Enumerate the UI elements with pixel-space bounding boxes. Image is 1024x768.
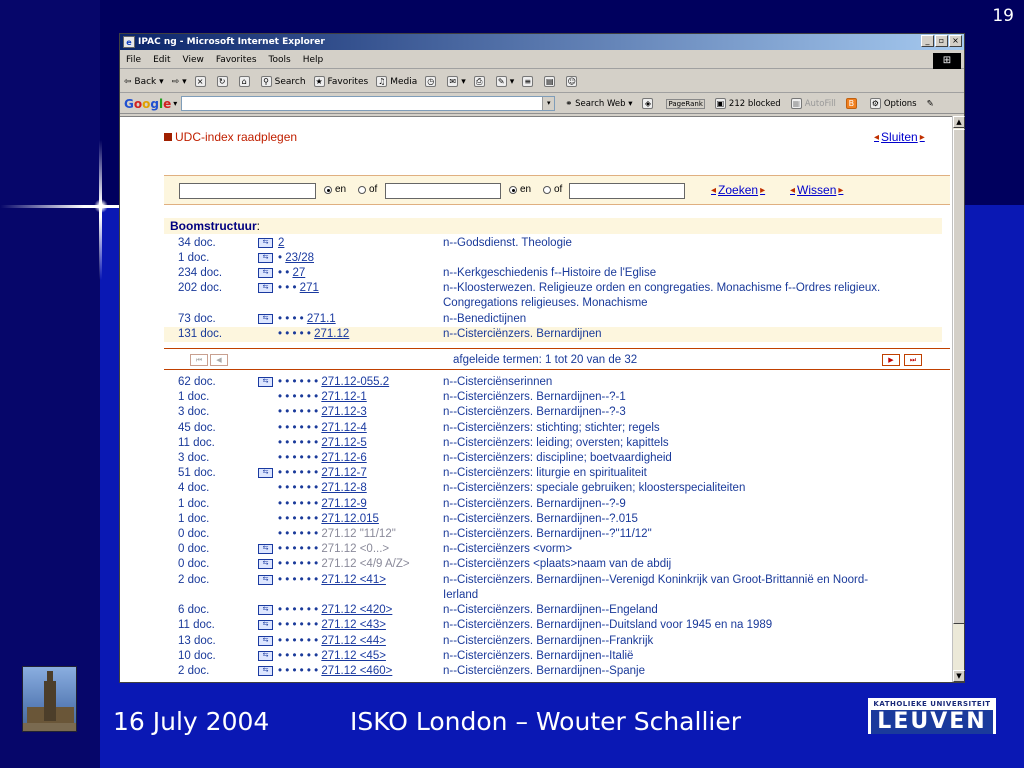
udc-code [278, 406, 367, 418]
doc-count: 234 doc. [178, 267, 223, 279]
udc-code-link[interactable]: 271.1 [306, 313, 336, 325]
udc-description: n--Cisterciënzers: discipline; boetvaardigheid [443, 452, 672, 464]
udc-description: n--Cisterciënzers. Bernardijnen--Duitsland voor 1945 en na 1989 [443, 619, 773, 632]
tree-row [164, 327, 942, 342]
derived-term-row [164, 603, 942, 618]
expand-icon[interactable]: ⇆ [258, 605, 273, 615]
doc-count: 0 doc. [178, 528, 210, 540]
udc-description: n--Cisterciënzers. Bernardijnen--?-1 [443, 391, 626, 404]
udc-description: n--Cisterciënzers. Bernardijnen--?"11/12" [443, 528, 652, 540]
blogger-button[interactable] [846, 98, 860, 109]
indent-dots: • • • • • • [278, 467, 319, 480]
button-edge-left-icon: ◂ [790, 184, 796, 196]
derived-term-row [164, 573, 942, 601]
doc-count: 0 doc. [178, 543, 210, 556]
page-content [120, 116, 952, 682]
indent-dots: • • • • [278, 313, 304, 325]
scroll-down-icon[interactable]: ▼ [953, 670, 965, 682]
doc-count: 1 doc. [178, 391, 210, 404]
indent-dots: • • • • • • [278, 452, 319, 464]
expand-icon[interactable]: ⇆ [258, 377, 273, 387]
udc-code-link[interactable]: 271.12-4 [321, 421, 367, 434]
indent-dots: • • • • • • [278, 604, 319, 617]
indent-dots: • [278, 252, 283, 264]
udc-code [278, 452, 367, 464]
search-term-input-2[interactable] [385, 183, 501, 199]
expand-icon[interactable]: ⇆ [258, 559, 273, 569]
udc-description: n--Cisterciënserinnen [443, 376, 553, 388]
pager [164, 348, 950, 370]
discuss-button[interactable] [522, 76, 536, 87]
doc-count: 62 doc. [178, 376, 216, 388]
print-button[interactable] [474, 76, 488, 87]
udc-code [278, 313, 336, 325]
radio-and-label: en [335, 184, 347, 195]
expand-icon[interactable]: ⇆ [258, 283, 273, 293]
history-icon: ◷ [425, 76, 436, 87]
expand-icon[interactable]: ⇆ [258, 651, 273, 661]
autofill-label: AutoFill [804, 98, 836, 109]
doc-count: 45 doc. [178, 421, 216, 434]
derived-term-row [164, 421, 942, 436]
forward-arrow-icon: ⇨ [171, 76, 180, 87]
news-button[interactable] [642, 98, 656, 109]
title-bar [120, 34, 964, 50]
udc-code [278, 619, 386, 631]
udc-code [278, 376, 389, 388]
menu-bar [120, 51, 964, 69]
indent-dots: • • • • • • [278, 664, 319, 677]
udc-code-link: 271.12 "11/12" [321, 528, 396, 540]
udc-description: n--Cisterciënzers. Bernardijnen--Frankrijk [443, 634, 654, 647]
udc-description-continued: Congregations religieuses. Monachisme [443, 297, 648, 309]
slide-number: 19 [992, 6, 1014, 26]
doc-count: 2 doc. [178, 664, 210, 677]
udc-description: n--Cisterciënzers: liturgie en spiritualiteit [443, 467, 647, 480]
udc-description: n--Cisterciënzers. Bernardijnen--Italië [443, 649, 634, 662]
udc-code [278, 635, 386, 647]
udc-description: n--Cisterciënzers. Bernardijnen--?-9 [443, 497, 626, 510]
messenger-button[interactable] [566, 76, 580, 87]
udc-code-link[interactable]: 271.12.015 [321, 512, 379, 525]
doc-count: 51 doc. [178, 467, 216, 480]
doc-count: 73 doc. [178, 313, 216, 325]
udc-code-link[interactable]: 271.12 <43> [321, 619, 386, 632]
radio-dot-icon [543, 186, 551, 194]
expand-icon[interactable]: ⇆ [258, 238, 273, 248]
udc-code [278, 237, 284, 249]
footer-title: ISKO London – Wouter Schallier [350, 707, 742, 736]
radio-dot-icon [358, 186, 366, 194]
derived-term-row [164, 497, 942, 512]
udc-code-link[interactable]: 271.12-5 [321, 436, 367, 449]
derived-term-row [164, 634, 942, 649]
indent-dots: • • • • • • [278, 558, 319, 571]
radio-dot-icon [509, 186, 517, 194]
search-form [164, 175, 950, 205]
udc-code-link[interactable]: 271.12-8 [321, 482, 367, 495]
button-edge-right-icon: ▸ [919, 131, 925, 143]
udc-description: n--Cisterciënzers. Bernardijnen--Verenigd Koninkrijk van Groot-Brittannië en Noord- [443, 573, 869, 586]
autofill-icon: ▦ [792, 99, 800, 108]
udc-description: n--Cisterciënzers <vorm> [443, 543, 573, 556]
stop-icon: × [195, 76, 206, 87]
udc-code [278, 467, 367, 479]
search-term-input-1[interactable] [179, 183, 316, 199]
radio-and-2[interactable] [509, 184, 531, 195]
vertical-scrollbar[interactable] [952, 116, 964, 682]
doc-count: 2 doc. [178, 573, 210, 586]
indent-dots: • • • • • • [278, 482, 319, 495]
previous-page-button[interactable]: ◀ [210, 354, 228, 366]
print-icon: ⎙ [474, 76, 485, 87]
indent-dots: • • • • • • [278, 421, 319, 434]
expand-icon[interactable]: ⇆ [258, 314, 273, 324]
udc-code [278, 422, 367, 434]
page-title-text: UDC-index raadplegen [175, 130, 298, 144]
expand-icon[interactable]: ⇆ [258, 620, 273, 630]
udc-code-link[interactable]: 271.12 <420> [321, 604, 393, 617]
indent-dots: • • • • • [278, 328, 311, 340]
search-web-button[interactable]: ⚭ Search Web ▾ [565, 98, 633, 109]
slide-footer [0, 660, 1024, 768]
search-submit-label: Zoeken [718, 183, 759, 197]
messenger-icon: ☺ [567, 77, 576, 86]
options-label: Options [883, 98, 917, 109]
pencil-icon: ✎ [926, 98, 934, 109]
search-label: Search [274, 76, 306, 87]
udc-code-link[interactable]: 271.12 <460> [321, 664, 393, 677]
menu-view[interactable]: View [182, 54, 204, 65]
udc-description: n--Cisterciënzers. Bernardijnen--?-3 [443, 406, 626, 419]
radio-or-2[interactable] [543, 184, 562, 195]
udc-code [278, 328, 349, 340]
minimize-button[interactable]: _ [921, 35, 934, 47]
back-label: Back [134, 76, 157, 87]
search-submit-button[interactable] [709, 183, 767, 197]
star-flare-center [94, 199, 108, 213]
logo-main-text: LEUVEN [871, 710, 993, 734]
derived-term-row [164, 405, 942, 420]
autofill-button[interactable] [791, 98, 836, 109]
favorites-button[interactable] [314, 76, 369, 87]
udc-description-continued: Ierland [443, 588, 479, 601]
udc-code-link[interactable]: 271.12 <41> [321, 573, 386, 586]
button-edge-right-icon: ▸ [838, 184, 844, 196]
doc-count: 3 doc. [178, 452, 210, 464]
edit-button[interactable]: ✎ ▾ [496, 76, 515, 87]
udc-code [278, 252, 314, 264]
radio-or-1[interactable] [358, 184, 377, 195]
blogger-icon: B [846, 98, 857, 109]
udc-description: n--Cisterciënzers: leiding; oversten; kapittels [443, 436, 669, 449]
doc-count: 131 doc. [178, 328, 223, 340]
building-tower [44, 681, 56, 721]
first-page-button[interactable]: ⏮ [190, 354, 208, 366]
home-icon: ⌂ [239, 76, 250, 87]
udc-code-link[interactable]: 271.12 <45> [321, 649, 386, 662]
home-button[interactable] [239, 76, 253, 87]
media-button[interactable] [376, 76, 417, 87]
derived-term-row [164, 557, 942, 572]
news-icon: ◈ [642, 98, 653, 109]
doc-count: 3 doc. [178, 406, 210, 419]
tree-heading-colon: : [256, 219, 261, 233]
doc-count: 6 doc. [178, 604, 210, 617]
university-building-image [22, 666, 77, 732]
indent-dots: • • • • • • [278, 649, 319, 662]
derived-term-row [164, 527, 942, 542]
expand-icon[interactable]: ⇆ [258, 636, 273, 646]
page-title [164, 130, 297, 144]
udc-description: n--Cisterciënzers <plaats>naam van de abdij [443, 558, 672, 571]
udc-description: n--Cisterciënzers. Bernardijnen [443, 328, 602, 340]
indent-dots: • • • • • • [278, 406, 319, 419]
window-title: IPAC ng - Microsoft Internet Explorer [138, 37, 325, 47]
scroll-thumb[interactable] [953, 129, 965, 624]
indent-dots: • • [278, 267, 290, 279]
udc-code [278, 267, 305, 279]
udc-code-link[interactable]: 23/28 [285, 252, 315, 264]
indent-dots: • • • • • • [278, 497, 319, 510]
doc-count: 10 doc. [178, 649, 216, 662]
discuss-icon: ≡ [522, 76, 533, 87]
google-search-input[interactable] [181, 96, 555, 111]
tree-row [164, 251, 942, 266]
tree-row [164, 266, 942, 281]
close-label: Sluiten [881, 130, 918, 144]
radio-or-label: of [369, 184, 378, 195]
indent-dots: • • • • • • [278, 512, 319, 525]
udc-code [278, 391, 367, 403]
menu-help[interactable]: Help [302, 54, 324, 65]
mail-button[interactable]: ✉ ▾ [447, 76, 466, 87]
udc-description: n--Cisterciënzers: speciale gebruiken; kloosterspecialiteiten [443, 482, 746, 495]
indent-dots: • • • • • • [278, 543, 319, 556]
derived-term-row [164, 466, 942, 481]
menu-edit[interactable]: Edit [153, 54, 171, 65]
udc-code-link[interactable]: 271 [299, 282, 319, 294]
pager-text: afgeleide termen: 1 tot 20 van de 32 [453, 354, 638, 366]
indent-dots: • • • • • • [278, 436, 319, 449]
udc-code [278, 513, 379, 525]
indent-dots: • • • [278, 282, 297, 294]
udc-code-link[interactable]: 271.12-3 [321, 406, 367, 419]
highlight-button[interactable] [927, 99, 934, 109]
expand-icon[interactable]: ⇆ [258, 253, 273, 263]
slide-background-left [0, 0, 100, 768]
close-button[interactable] [872, 130, 927, 144]
next-page-button[interactable]: ▶ [882, 354, 900, 366]
back-button[interactable]: ⇦ Back ▾ [124, 76, 164, 87]
radio-or-label: of [554, 184, 563, 195]
doc-count: 202 doc. [178, 282, 223, 294]
udc-code-link[interactable]: 271.12-7 [321, 467, 367, 480]
favorites-icon: ★ [315, 77, 323, 86]
doc-count: 4 doc. [178, 482, 210, 495]
udc-code [278, 558, 410, 570]
indent-dots: • • • • • • [278, 619, 319, 632]
tree-heading-text: Boomstructuur [170, 219, 257, 233]
derived-term-row [164, 542, 942, 557]
research-icon: ▤ [546, 77, 554, 86]
udc-code-link[interactable]: 271.12-9 [321, 497, 367, 510]
radio-and-1[interactable] [324, 184, 346, 195]
google-menu-caret[interactable]: ▾ [173, 99, 178, 108]
doc-count: 34 doc. [178, 237, 216, 249]
clear-label: Wissen [797, 183, 837, 197]
udc-description: n--Kloosterwezen. Religieuze orden en congregaties. Monachisme f--Ordres religieux. [443, 282, 881, 294]
mail-icon: ✉ [447, 76, 458, 87]
udc-description: n--Kerkgeschiedenis f--Histoire de l'Eglise [443, 267, 657, 279]
derived-term-row [164, 436, 942, 451]
standard-toolbar [120, 71, 964, 93]
derived-term-row [164, 618, 942, 633]
media-label: Media [390, 76, 418, 87]
stop-button[interactable] [195, 76, 209, 87]
udc-code [278, 498, 367, 510]
options-button[interactable] [870, 98, 917, 109]
footer-date: 16 July 2004 [113, 707, 270, 736]
udc-description: n--Cisterciënzers. Bernardijnen--Engeland [443, 604, 658, 617]
options-icon: ⚙ [871, 99, 879, 108]
udc-code-link[interactable]: 271.12 <44> [321, 634, 386, 647]
search-web-label: Search Web [575, 98, 626, 109]
clear-button[interactable] [788, 183, 845, 197]
tree-row [164, 281, 942, 309]
history-button[interactable] [425, 76, 439, 87]
udc-code [278, 482, 367, 494]
doc-count: 11 doc. [178, 436, 215, 449]
menu-tools[interactable]: Tools [268, 54, 291, 65]
indent-dots: • • • • • • [278, 634, 319, 647]
scroll-up-icon[interactable]: ▲ [953, 116, 965, 128]
derived-term-row [164, 375, 942, 390]
refresh-icon: ↻ [217, 76, 228, 87]
back-arrow-icon: ⇦ [124, 76, 132, 87]
expand-icon[interactable]: ⇆ [258, 468, 273, 478]
udc-code-link[interactable]: 271.12-1 [321, 391, 367, 404]
media-icon: ♫ [378, 77, 386, 86]
close-window-button[interactable]: × [949, 35, 962, 47]
search-icon: ⚲ [261, 76, 272, 87]
udc-code-link[interactable]: 271.12 [314, 328, 350, 340]
doc-count: 13 doc. [178, 634, 216, 647]
forward-button[interactable]: ⇨ ▾ [171, 76, 187, 87]
tree-row [164, 312, 942, 327]
udc-code [278, 437, 367, 449]
udc-description: n--Godsdienst. Theologie [443, 237, 572, 249]
google-logo[interactable]: Google [124, 96, 172, 111]
refresh-button[interactable] [217, 76, 231, 87]
udc-code-link[interactable]: 271.12-6 [321, 452, 367, 464]
tree-row [164, 236, 942, 251]
google-search-dropdown[interactable]: ▾ [542, 97, 554, 110]
maximize-button[interactable]: ▫ [935, 35, 948, 47]
binoculars-icon: ⚭ [565, 98, 573, 109]
udc-code-link[interactable]: 2 [278, 237, 285, 249]
popup-blocker-button[interactable] [715, 98, 781, 109]
building-ground [23, 723, 76, 731]
menu-file[interactable]: File [126, 54, 142, 65]
doc-count: 1 doc. [178, 252, 210, 264]
expand-icon[interactable]: ⇆ [258, 268, 273, 278]
logo-top-text: KATHOLIEKE UNIVERSITEIT [869, 699, 995, 709]
derived-term-row [164, 512, 942, 527]
doc-count: 0 doc. [178, 558, 210, 571]
udc-code [278, 543, 389, 555]
radio-dot-icon [324, 186, 332, 194]
udc-description: n--Cisterciënzers. Bernardijnen--Spanje [443, 664, 645, 677]
pagerank-indicator[interactable] [666, 99, 704, 109]
ku-leuven-logo [868, 698, 996, 734]
radio-and-label: en [520, 184, 532, 195]
doc-count: 1 doc. [178, 497, 210, 510]
search-term-input-3[interactable] [569, 183, 685, 199]
udc-description: n--Cisterciënzers. Bernardijnen--?.015 [443, 512, 638, 525]
doc-count: 11 doc. [178, 619, 215, 632]
last-page-button[interactable]: ⏭ [904, 354, 922, 366]
expand-icon[interactable]: ⇆ [258, 575, 273, 585]
favorites-label: Favorites [327, 76, 369, 87]
window-controls [921, 35, 962, 47]
browser-window [119, 33, 965, 683]
udc-code [278, 604, 392, 616]
derived-term-row [164, 390, 942, 405]
indent-dots: • • • • • • [278, 391, 319, 404]
indent-dots: • • • • • • [278, 573, 319, 586]
udc-code [278, 282, 319, 294]
expand-icon[interactable]: ⇆ [258, 666, 273, 676]
indent-dots: • • • • • • [278, 528, 319, 540]
expand-icon[interactable]: ⇆ [258, 544, 273, 554]
google-toolbar [120, 94, 964, 114]
udc-description: n--Cisterciënzers: stichting; stichter; regels [443, 421, 660, 434]
udc-code-link[interactable]: 27 [292, 267, 306, 279]
udc-code-link: 271.12 <4/9 A/Z> [321, 558, 410, 571]
research-button[interactable] [544, 76, 558, 87]
title-bullet-icon [164, 133, 172, 141]
doc-count: 1 doc. [178, 512, 210, 525]
tree-heading [164, 218, 942, 234]
udc-code [278, 574, 386, 586]
ie-app-icon: e [123, 36, 135, 48]
button-edge-right-icon: ▸ [760, 184, 766, 196]
windows-logo-icon: ⊞ [933, 53, 961, 69]
indent-dots: • • • • • • [278, 376, 319, 388]
button-edge-left-icon: ◂ [711, 184, 717, 196]
search-button[interactable] [261, 76, 306, 87]
derived-term-row [164, 481, 942, 496]
udc-code-link[interactable]: 271.12-055.2 [321, 376, 390, 388]
popup-blocker-icon: ▣ [716, 99, 725, 108]
button-edge-left-icon: ◂ [874, 131, 880, 143]
blocked-count: 212 blocked [728, 98, 781, 109]
derived-term-row [164, 451, 942, 466]
pagerank-label: PageRank [668, 99, 703, 108]
menu-favorites[interactable]: Favorites [215, 54, 257, 65]
edit-icon: ✎ [496, 76, 507, 87]
udc-code [278, 528, 396, 540]
udc-description: n--Benedictijnen [443, 313, 527, 325]
udc-code-link: 271.12 <0...> [321, 543, 390, 556]
